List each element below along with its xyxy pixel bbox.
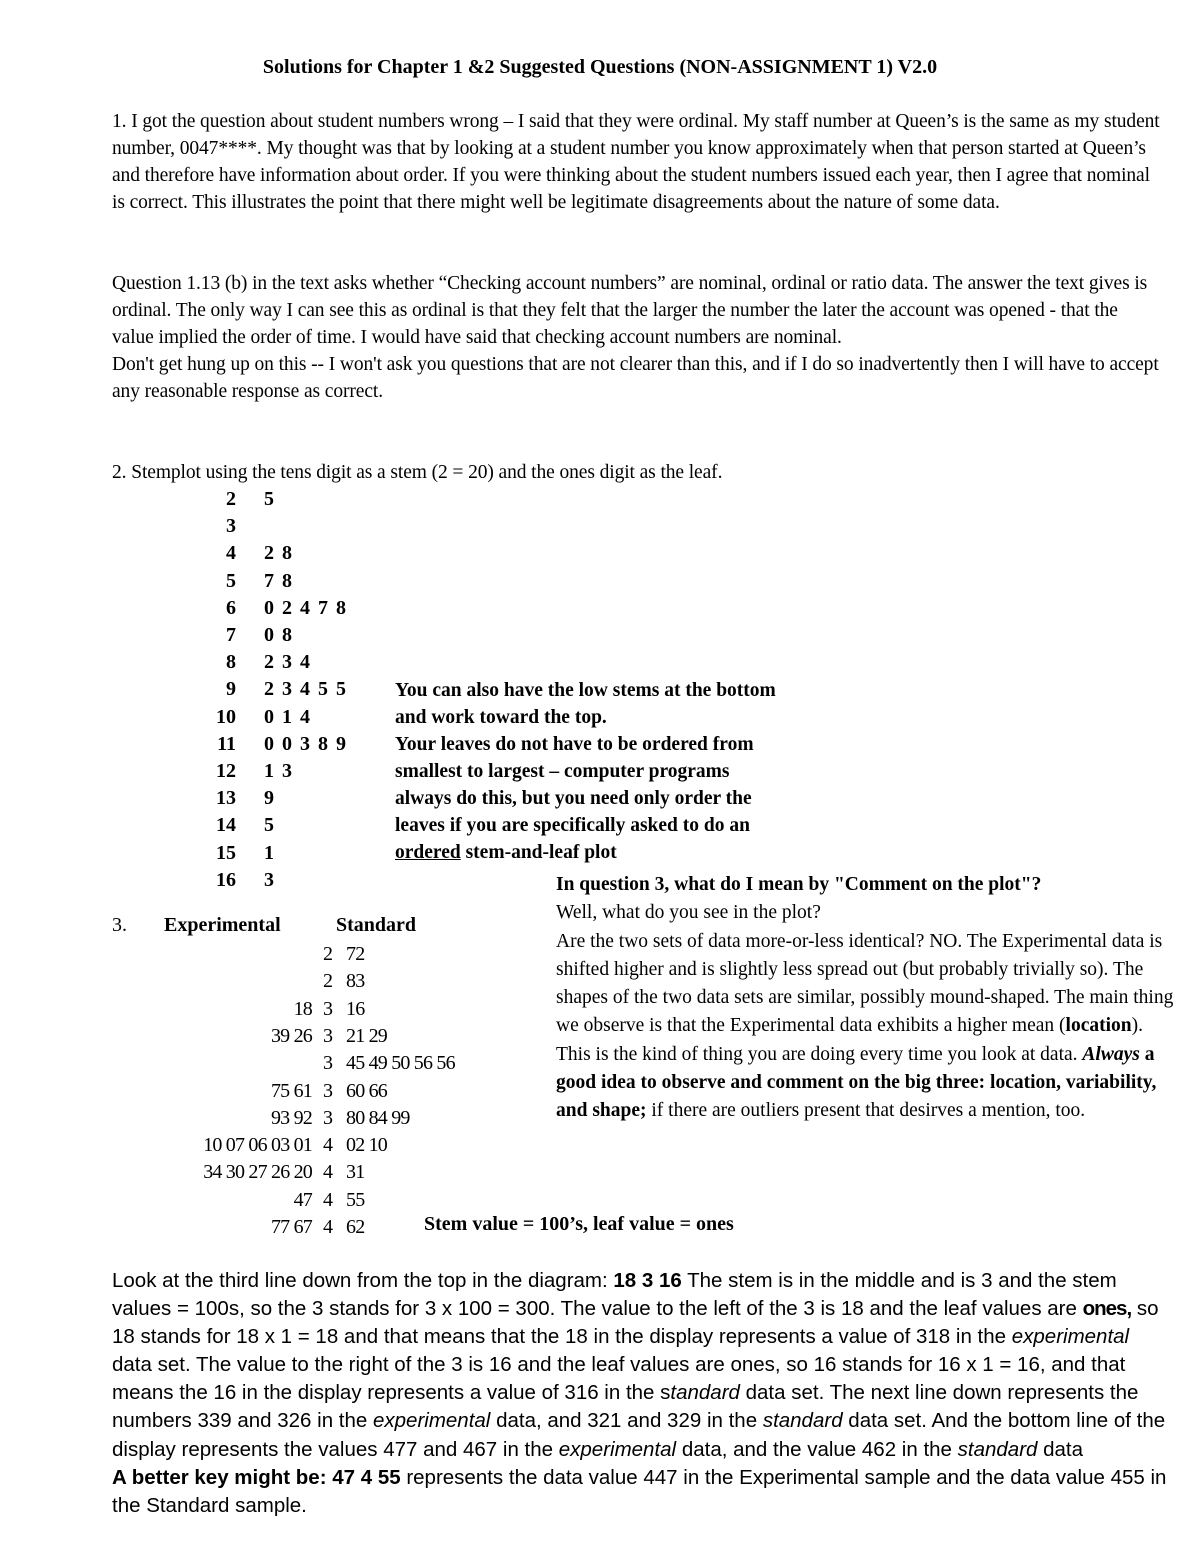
- q3-stem: 4: [323, 1188, 333, 1211]
- q3-stem: 3: [323, 1052, 333, 1075]
- q2-stem: 8: [226, 651, 236, 674]
- q3-number: 3.: [112, 914, 127, 936]
- q2-leaves: 0 8: [264, 624, 294, 646]
- q2-leaves: 0 1 4: [264, 705, 312, 728]
- q3-experimental-leaves: 10 07 06 03 01: [203, 1134, 312, 1157]
- q3-comment-bold: location: [1065, 1015, 1132, 1037]
- q3-comment-text: This is the kind of thing you are doing every time you look at data.: [556, 1043, 1083, 1065]
- q2-leaves: 5: [264, 814, 276, 837]
- q2-leaves: 2 3 4: [264, 651, 312, 674]
- q2-stem: 5: [226, 569, 236, 592]
- q2-note-rest: stem-and-leaf plot: [460, 842, 617, 863]
- q2-stem: 16: [216, 868, 236, 891]
- q3-experimental-leaves: 93 92: [270, 1106, 312, 1129]
- q3-right-header: Standard: [336, 914, 417, 936]
- explanation-paragraph: [112, 1267, 1172, 1464]
- q3-stem: 4: [323, 1161, 333, 1184]
- q3-left-header: Experimental: [164, 914, 281, 936]
- explain-italic: experimental: [558, 1437, 677, 1461]
- q3-experimental-leaves: 77 67: [270, 1216, 312, 1238]
- explain-key-text: represents the data value 447 in the Experimental sample and the data value 455 in the Standard sample.: [112, 1465, 1167, 1517]
- explain-bold: 18 3 16: [613, 1269, 682, 1292]
- q3-standard-leaves: 02 10: [346, 1134, 388, 1157]
- q2-leaves: 3: [264, 868, 276, 891]
- q2-stem: 9: [226, 678, 236, 701]
- q3-stem: 3: [323, 997, 333, 1020]
- q2-note-line: smallest to largest – computer programs: [395, 761, 730, 782]
- q2-stem: 7: [226, 624, 236, 646]
- explain-text: so 18 stands for 18 x 1 = 18 and that means that the 18 in the display represents a value of 318 in the: [112, 1297, 1159, 1349]
- q2-leaves: 1 3: [264, 760, 294, 782]
- q3-comment-bold: a good idea to observe and comment on the big three: location, variability, and shape;: [556, 1043, 1157, 1122]
- q3-key: Stem value = 100’s, leaf value = ones: [424, 1213, 734, 1235]
- explain-text: Look at the third line down from the top in the diagram:: [112, 1269, 614, 1292]
- q2-intro: [112, 459, 1162, 486]
- q3-comment-text: if there are outliers present that desirves a mention, too.: [646, 1100, 1086, 1122]
- q3-comment-heading: In question 3, what do I mean by "Comment on the plot"?: [556, 874, 1042, 895]
- q3-experimental-leaves: 75 61: [270, 1079, 312, 1102]
- q1-paragraph-1: [112, 108, 1162, 216]
- q1-text-1: 1. I got the question about student numbers wrong – I said that they were ordinal. My staff number at Queen’s is the same as my student number, 0047****. My thought was that by looking at a student number you know approximately when that person started at Queen’s and therefore have information about order. If you were thinking about the student numbers issued each year, then I agree that nominal is correct. This illustrates the point that there might well be legitimate disagreements about the nature of some data.: [112, 111, 1160, 213]
- q3-standard-leaves: 83: [346, 970, 365, 993]
- q3-comment-text: ).: [1131, 1015, 1144, 1037]
- q2-intro-text: 2. Stemplot using the tens digit as a stem (2 = 20) and the ones digit as the leaf.: [112, 462, 723, 483]
- q3-experimental-leaves: 47: [293, 1188, 312, 1211]
- q3-stem: 3: [323, 1024, 333, 1047]
- q2-stem: 10: [216, 705, 236, 728]
- q3-standard-leaves: 80 84 99: [346, 1106, 410, 1129]
- q2-stem: 6: [226, 596, 236, 619]
- page-title: Solutions for Chapter 1 &2 Suggested Questions (NON-ASSIGNMENT 1) V2.0: [262, 56, 938, 78]
- q3-experimental-leaves: 34 30 27 26 20: [203, 1161, 312, 1184]
- q2-leaves: 0 2 4 7 8: [264, 596, 348, 619]
- q2-leaves: 7 8: [264, 569, 294, 592]
- q2-note-line: [395, 839, 875, 866]
- q3-standard-leaves: 31: [346, 1161, 365, 1184]
- q2-note-line: Your leaves do not have to be ordered from: [395, 734, 754, 755]
- q2-leaves: 2 3 4 5 5: [264, 678, 348, 701]
- q3-experimental-leaves: 39 26: [270, 1024, 312, 1047]
- q2-note-line: always do this, but you need only order the: [395, 788, 752, 809]
- explain-italic: experimental: [373, 1409, 491, 1433]
- q2-stem: 14: [216, 814, 236, 837]
- q3-standard-leaves: 45 49 50 56 56: [346, 1052, 455, 1075]
- q3-comment: [556, 871, 1176, 1126]
- q3-stem: 2: [323, 943, 333, 965]
- q3-standard-leaves: 55: [346, 1188, 365, 1211]
- q3-standard-leaves: 16: [346, 997, 365, 1020]
- q3-experimental-leaves: 18: [293, 997, 312, 1020]
- q3-stem: 4: [323, 1134, 333, 1157]
- q3-comment-text: Are the two sets of data more-or-less identical? NO. The Experimental data is shifted higher and is slightly less spread out (but probably trivially so). The shapes of the two data sets are similar, possibly mound-shaped. The main thing we observe is that the Experimental data exhibits a higher mean (: [556, 930, 1174, 1037]
- explain-italic: standard: [957, 1437, 1038, 1461]
- q3-comment-bold-italic: Always: [1082, 1043, 1140, 1065]
- q2-note-underlined: ordered: [395, 842, 461, 863]
- q2-leaves: 5: [264, 488, 276, 510]
- q3-comment-para: [556, 928, 1176, 1041]
- explain-key-bold: A better key might be: 47 4 55: [112, 1465, 401, 1489]
- q2-stem: 15: [216, 841, 236, 864]
- q2-stem: 11: [217, 732, 236, 755]
- q2-note: [395, 677, 875, 866]
- explain-text: data set. And the bottom line of the display represents the values 477 and 467 in the: [112, 1409, 1166, 1461]
- q3-standard-leaves: 60 66: [346, 1079, 388, 1102]
- q2-leaves: 0 0 3 8 9: [264, 732, 348, 755]
- q3-explanation: [112, 1267, 1172, 1520]
- q2-stem: 4: [226, 542, 236, 565]
- q1-paragraph-2: [112, 270, 1162, 405]
- explain-text: data set. The next line down represents the numbers 339 and 326 in the: [112, 1381, 1139, 1433]
- explain-bold: ones,: [1082, 1297, 1132, 1321]
- q2-stem: 2: [226, 488, 236, 510]
- q3-comment-para: [556, 1041, 1176, 1126]
- q2-leaves: 1: [264, 841, 276, 864]
- q3-stem: 3: [323, 1079, 333, 1102]
- explain-italic: tandard: [670, 1381, 740, 1405]
- explain-italic: experimental: [1011, 1325, 1130, 1349]
- q2-stem: 12: [216, 760, 236, 782]
- explain-text: data, and the value 462 in the: [676, 1437, 958, 1461]
- q3-comment-line: Well, what do you see in the plot?: [556, 902, 821, 924]
- q3-standard-leaves: 21 29: [346, 1024, 388, 1047]
- q2-note-line: leaves if you are specifically asked to do an: [395, 815, 750, 836]
- explain-text: data set. The value to the right of the 3 is 16 and the leaf values are ones, so 16 stands for 16 x 1 = 16, and that means the 16 in the display represents a value of 316 in the s: [112, 1353, 1126, 1405]
- q3-standard-leaves: 72: [346, 943, 365, 965]
- q3-stem: 4: [323, 1216, 333, 1238]
- q3-stem: 2: [323, 970, 333, 993]
- q2-stem: 3: [226, 515, 236, 538]
- explain-text: data, and 321 and 329 in the: [490, 1409, 763, 1433]
- explain-text: The stem is in the middle and is 3 and the stem values = 100s, so the 3 stands for 3 x 100 = 300. The value to the left of the 3 is 18 and the leaf values are: [112, 1269, 1117, 1321]
- explanation-key-paragraph: [112, 1464, 1172, 1520]
- q1-text-2: Question 1.13 (b) in the text asks whether “Checking account numbers” are nominal, ordinal or ratio data. The answer the text gives is ordinal. The only way I can see this as ordinal is that they felt that the larger the number the later the account was opened - that the value implied the order of time. I would have said that checking account numbers are nominal.: [112, 273, 1148, 348]
- q3-stem: 3: [323, 1106, 333, 1129]
- explain-text: data: [1037, 1437, 1084, 1461]
- q2-note-line: You can also have the low stems at the bottom: [395, 680, 776, 701]
- q1-text-3: Don't get hung up on this -- I won't ask you questions that are not clearer than this, and if I do so inadvertently then I will have to accept any reasonable response as correct.: [112, 354, 1159, 402]
- q2-stem: 13: [216, 787, 236, 810]
- q3-standard-leaves: 62: [346, 1216, 365, 1238]
- explain-italic: standard: [762, 1409, 843, 1433]
- q2-note-line: and work toward the top.: [395, 707, 607, 728]
- q2-leaves: 9: [264, 787, 276, 810]
- q2-leaves: 2 8: [264, 542, 294, 565]
